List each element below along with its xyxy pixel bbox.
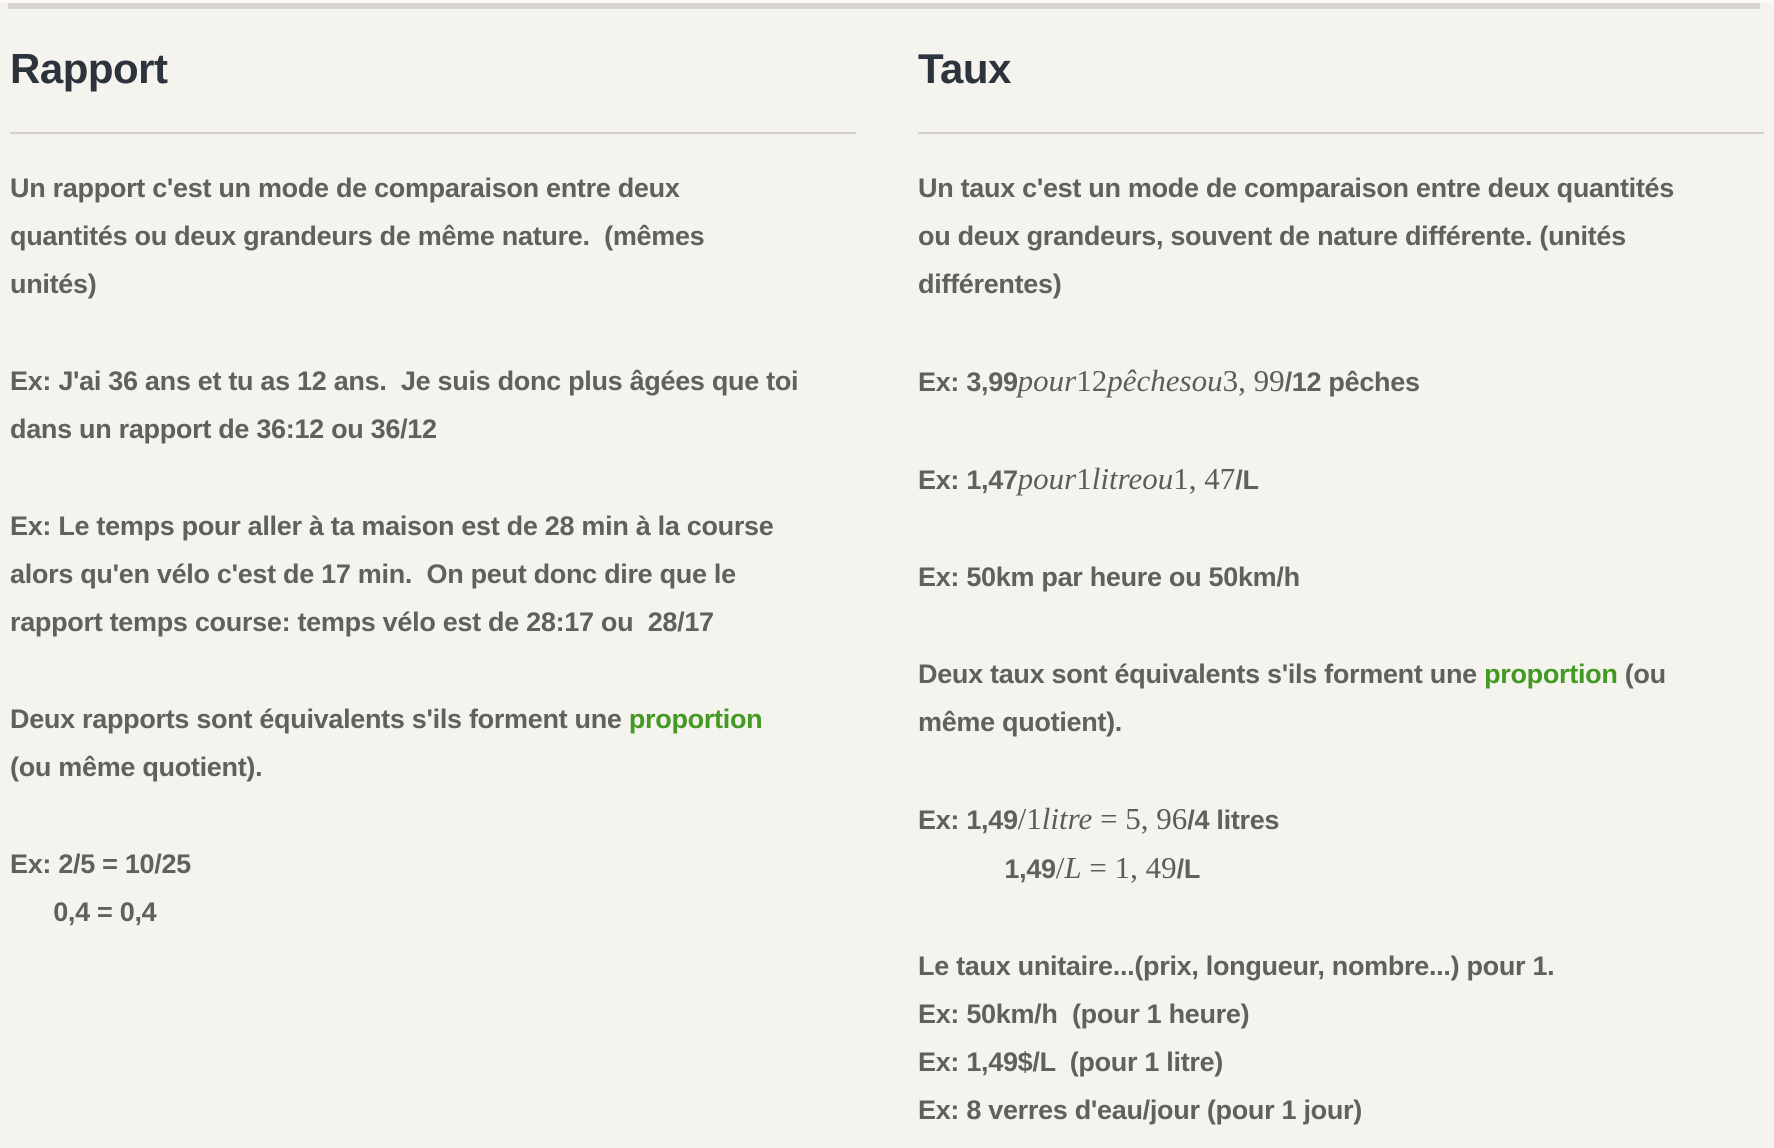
text-segment: /4 litres — [1187, 805, 1280, 835]
paragraph — [918, 795, 1764, 893]
text-segment: Deux taux sont équivalents s'ils forment une — [918, 659, 1485, 689]
math-segment: = 5, 96 — [1092, 801, 1188, 836]
column-body — [10, 134, 856, 936]
text-segment: Ex: Le temps pour aller à ta maison est de 28 min à la course — [10, 511, 774, 541]
text-segment: Ex: 8 verres d'eau/jour (pour 1 jour) — [918, 1095, 1362, 1125]
paragraph — [10, 695, 856, 791]
math-segment: 1, 47 — [1173, 461, 1236, 496]
text-segment: dans un rapport de 36:12 ou 36/12 — [10, 414, 437, 444]
column-taux — [918, 9, 1764, 1134]
math-segment: litreou — [1091, 461, 1174, 496]
text-segment: /L — [1176, 854, 1201, 884]
paragraph — [918, 942, 1764, 1134]
paragraph — [918, 650, 1764, 746]
text-segment: 0,4 = 0,4 — [10, 897, 157, 927]
math-segment: / — [1055, 850, 1065, 885]
paragraph — [10, 840, 856, 936]
math-segment: pour — [1017, 461, 1077, 496]
text-segment: Le taux unitaire...(prix, longueur, nombre...) pour 1. — [918, 951, 1555, 981]
math-segment: 3, 99 — [1222, 363, 1285, 398]
text-segment: Un rapport c'est un mode de comparaison entre deux — [10, 173, 680, 203]
text-segment: différentes) — [918, 269, 1062, 299]
math-segment: pour — [1017, 363, 1077, 398]
text-segment: Ex: 1,49$/L (pour 1 litre) — [918, 1047, 1223, 1077]
text-segment: Ex: 50km/h (pour 1 heure) — [918, 999, 1250, 1029]
text-segment: /L — [1235, 465, 1259, 495]
text-segment: Ex: J'ai 36 ans et tu as 12 ans. Je suis donc plus âgées que toi — [10, 366, 799, 396]
page-title: Taux — [918, 45, 1011, 92]
paragraph — [918, 455, 1764, 504]
math-segment: litre — [1041, 801, 1093, 836]
text-segment: 1,49 — [918, 854, 1056, 884]
math-segment: 12 — [1076, 363, 1108, 398]
proportion-link[interactable]: proportion — [1484, 659, 1618, 689]
math-segment: = 1, 49 — [1081, 850, 1177, 885]
page-title: Rapport — [10, 45, 168, 92]
text-segment: ou deux grandeurs, souvent de nature différente. (unités — [918, 221, 1626, 251]
text-segment: alors qu'en vélo c'est de 17 min. On peut donc dire que le — [10, 559, 736, 589]
text-segment: (ou — [1617, 659, 1666, 689]
proportion-link[interactable]: proportion — [628, 704, 763, 734]
paragraph — [918, 357, 1764, 406]
math-segment: /1 — [1017, 801, 1042, 836]
math-segment: L — [1064, 850, 1082, 885]
paragraph — [10, 357, 856, 453]
text-segment: Deux rapports sont équivalents s'ils forment une — [10, 704, 629, 734]
text-segment: Ex: 3,99 — [918, 367, 1018, 397]
text-segment: quantités ou deux grandeurs de même nature. (mêmes — [10, 221, 705, 251]
paragraph — [10, 164, 856, 308]
text-segment: Ex: 1,49 — [918, 805, 1018, 835]
text-segment: même quotient). — [918, 707, 1123, 737]
text-segment: (ou même quotient). — [10, 752, 263, 782]
math-segment: pêchesou — [1107, 363, 1223, 398]
text-segment: unités) — [10, 269, 97, 299]
text-segment: Ex: 2/5 = 10/25 — [10, 849, 191, 879]
math-segment: 1 — [1076, 461, 1092, 496]
paragraph — [918, 164, 1764, 308]
two-column-layout — [0, 9, 1774, 1134]
text-segment: /12 pêches — [1284, 367, 1420, 397]
text-segment: Ex: 1,47 — [918, 465, 1018, 495]
column-rapport — [10, 9, 856, 1134]
text-segment: Un taux c'est un mode de comparaison entre deux quantités — [918, 173, 1674, 203]
text-segment: rapport temps course: temps vélo est de 28:17 ou 28/17 — [10, 607, 714, 637]
paragraph — [10, 502, 856, 646]
paragraph — [918, 553, 1764, 601]
column-body — [918, 134, 1764, 1134]
text-segment: Ex: 50km par heure ou 50km/h — [918, 562, 1300, 592]
